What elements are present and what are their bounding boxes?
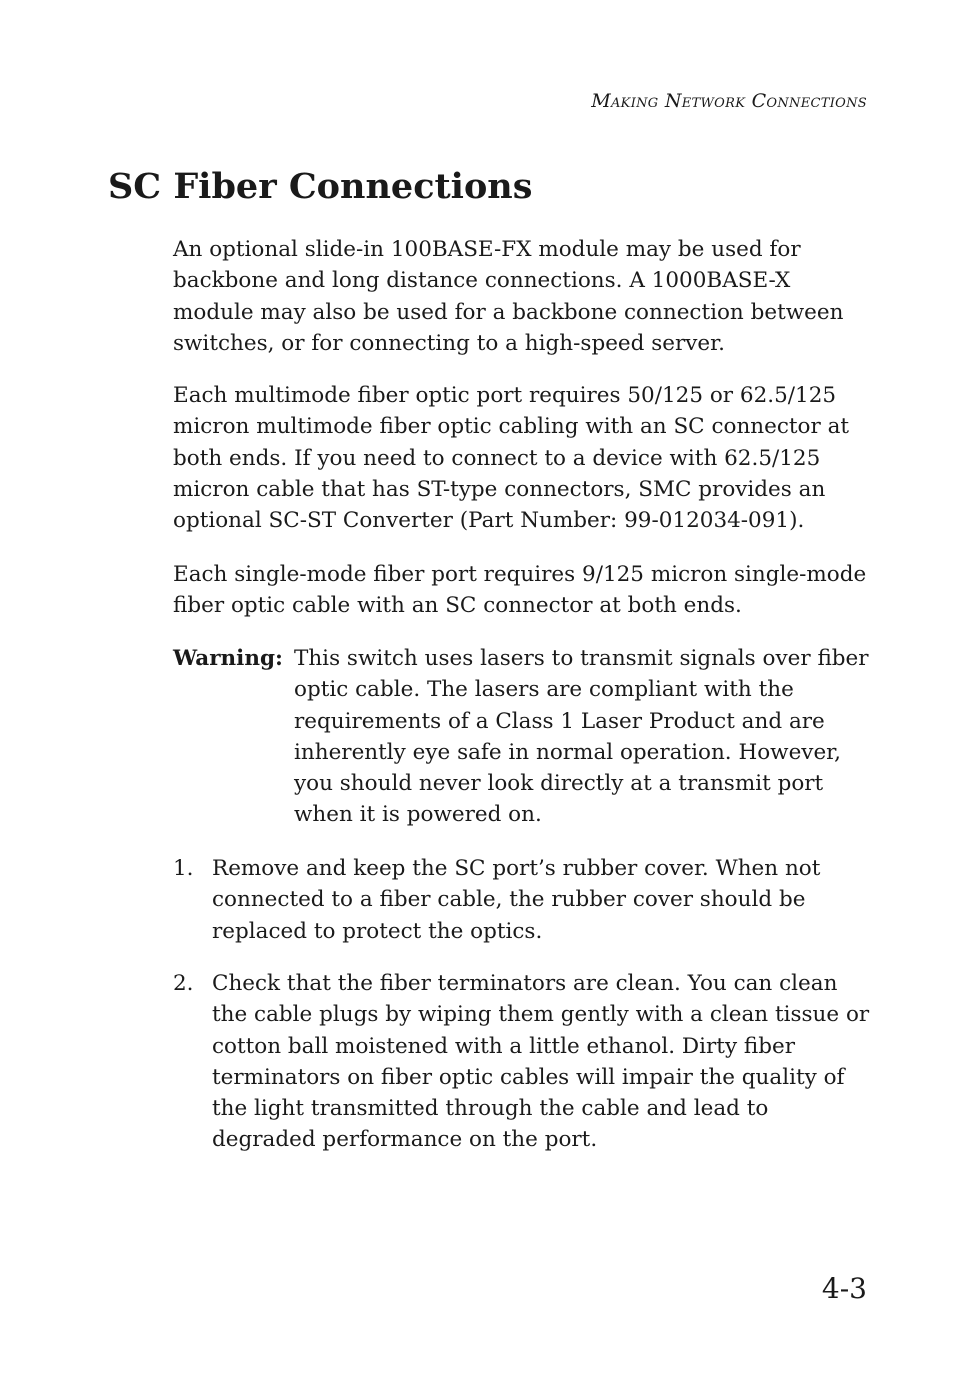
page-number: 4-3 bbox=[821, 1272, 867, 1305]
warning-note bbox=[173, 643, 873, 831]
step-text: Remove and keep the SC port’s rubber cover. When not connected to a fiber cable, the rubber cover should be replaced to protect the optics. bbox=[212, 856, 821, 944]
paragraph-single-mode: Each single-mode fiber port requires 9/125 micron single-mode fiber optic cable with an SC connector at both ends. bbox=[173, 562, 867, 619]
paragraph-multimode: Each multimode fiber optic port requires 50/125 or 62.5/125 micron multimode fiber optic cabling with an SC connector at both ends. If you need to connect to a device with 62.5/125 micron cable that has ST-type connectors, SMC provides an optional SC-ST Converter (Part Number: 99-012034-091). bbox=[173, 383, 850, 534]
list-item bbox=[173, 968, 873, 1156]
warning-text: This switch uses lasers to transmit signals over fiber optic cable. The lasers are compliant with the requirements of a Class 1 Laser Product and are inherently eye safe in normal operation. However, you should never look directly at a transmit port when it is powered on. bbox=[294, 646, 869, 828]
step-text: Check that the fiber terminators are clean. You can clean the cable plugs by wiping them gently with a clean tissue or cotton ball moistened with a little ethanol. Dirty fiber terminators on fiber optic cables will impair the quality of the light transmitted through the cable and lead to degraded performance on the port. bbox=[212, 971, 870, 1153]
paragraph-modules: An optional slide-in 100BASE-FX module may be used for backbone and long distance connections. A 1000BASE-X module may also be used for a backbone connection between switches, or for connecting to a high-speed server. bbox=[173, 237, 844, 356]
step-number: 1. bbox=[173, 856, 194, 881]
section-title: SC Fiber Connections bbox=[108, 166, 533, 207]
step-number: 2. bbox=[173, 971, 194, 996]
list-item bbox=[173, 853, 873, 947]
warning-label: Warning: bbox=[173, 646, 283, 671]
running-header: Making Network Connections bbox=[591, 90, 867, 112]
